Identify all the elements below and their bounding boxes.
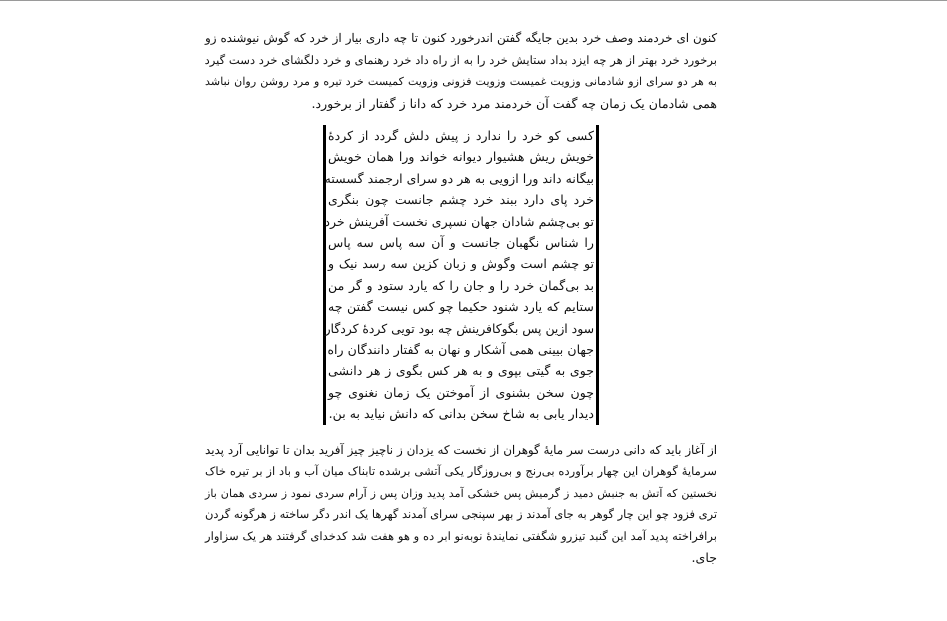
verse-line: بد بی‌گمان خرد را و جان را که یارد ستود و گر من xyxy=(328,277,594,293)
intro-line: کنون ای خردمند وصف خرد بدین جایگه گفتن اندرخورد کنون تا چه داری بیار از خرد که گوش نیوشنده زو xyxy=(205,31,717,45)
verse-line: چون سخن بشنوی از آموختن یک زمان نغنوی چو xyxy=(328,384,594,400)
verse-line: تو بی‌چشم شادان جهان نسپری نخست آفرینش خرد xyxy=(324,213,594,229)
closing-line: تری فزود چو این چار گوهر به جای آمدند ز بهر سپنجی سرای آمدند گهرها یک اندر دگر ساخته ز هرگونه گردن xyxy=(205,507,717,522)
verse-line: تو چشم است وگوش و زبان کزین سه رسد نیک و xyxy=(328,256,594,272)
verse-line: ستایم که یارد شنود حکیما چو کس نیست گفتن چه xyxy=(328,299,594,315)
verse-line: دیدار یابی به شاخ سخن بدانی که دانش نیاید به بن. xyxy=(328,406,594,422)
closing-line: جای. xyxy=(691,550,717,566)
verse-line: سود ازین پس بگوکافرینش چه بود تویی کردهٔ کردگار xyxy=(324,320,594,336)
intro-line: همی شادمان یک زمان چه گفت آن خردمند مرد خرد که دانا ز گفتار از برخورد. xyxy=(311,95,717,111)
verse-block xyxy=(323,125,599,425)
verse-line: جوی به گیتی بپوی و به هر کس بگوی ز هر دانشی xyxy=(328,363,594,379)
intro-line: به هر دو سرای ازو شادمانی وزویت غمیست وزویت فزونی وزویت کمیست خرد تیره و مرد روشن روان نباشد xyxy=(205,75,717,88)
closing-line: برافراخته پدید آمد این گنبد تیزرو شگفتی نمایندهٔ نوبه‌نو ابر ده و هو هفت شد کدخدای گرفتند هر یک سزاوار xyxy=(205,528,717,543)
top-border-rule xyxy=(0,0,947,1)
document-body xyxy=(205,28,717,569)
closing-line: از آغاز باید که دانی درست سر مایهٔ گوهران از نخست که یزدان ز ناچیز چیز آفرید بدان تا توانایی آرد پدید xyxy=(205,442,717,457)
verse-line: جهان بیینی همی آشکار و نهان به گفتار دانندگان راه xyxy=(327,342,594,358)
verse-line: خویش ریش هشیوار دیوانه خواند ورا همان خویش xyxy=(328,149,594,165)
intro-paragraph xyxy=(205,28,717,114)
verse-line: بیگانه داند ورا ازویی به هر دو سرای ارجمند گسسته xyxy=(324,170,594,186)
closing-line: نخستین که آتش به جنبش دمید ز گرمیش پس خشکی آمد پدید وزان پس ز آرام سردی نمود ز سردی همان باز xyxy=(205,486,717,500)
closing-line: سرمایهٔ گوهران این چهار برآورده بی‌رنج و بی‌روزگار یکی آتشی برشده تابناک میان آب و باد از بر تیره خاک xyxy=(205,464,717,479)
verse-line: کسی کو خرد را ندارد ز پیش دلش گردد از کردهٔ xyxy=(328,128,594,143)
intro-line: برخورد خرد بهتر از هر چه ایزد بداد ستایش خرد را به از راه داد خرد رهنمای و خرد دلگشای خرد دست گیرد xyxy=(204,52,717,67)
closing-paragraph xyxy=(205,440,717,569)
verse-block-wrapper xyxy=(205,125,717,425)
verse-line: خرد پای دارد ببند خرد چشم جانست چون بنگری xyxy=(328,192,594,208)
verse-line: را شناس نگهبان جانست و آن سه پاس سه پاس xyxy=(328,235,594,251)
